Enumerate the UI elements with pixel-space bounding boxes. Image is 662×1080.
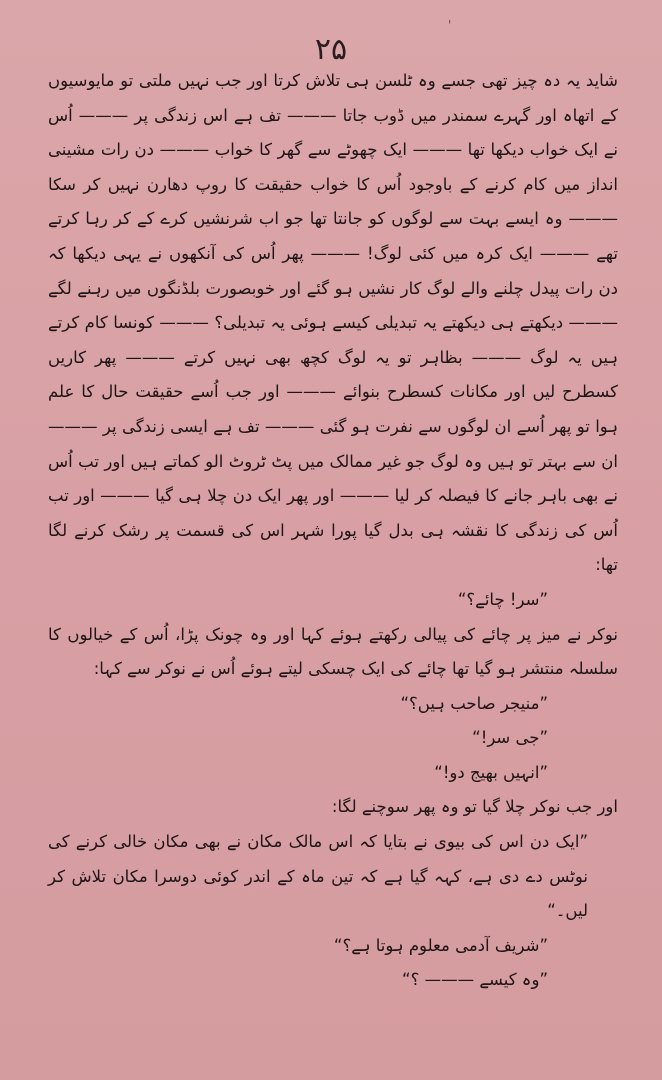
- page-body: [48, 64, 618, 998]
- dialogue-line: ”سر! چائے؟“: [457, 589, 548, 609]
- dialogue-line: ”وہ کیسے ——— ؟“: [402, 970, 548, 990]
- paragraph: ”ایک دن اس کی بیوی نے بتایا کہ اس مالک مکان نے بھی مکان خالی کرنے کی نوٹس دے دی ہے، کہہ گیا ہے کہ تین ماہ کے اندر کوئی دوسرا مکان تلاش کر لیں۔“: [48, 832, 588, 921]
- dialogue-line: ”منیجر صاحب ہیں؟“: [400, 693, 548, 713]
- dialogue-line: ”جی سر!“: [472, 728, 548, 748]
- dialogue-line: ”شریف آدمی معلوم ہوتا ہے؟“: [333, 935, 548, 955]
- page-mark: ': [448, 18, 452, 32]
- dialogue-line: ”انہیں بھیج دو!“: [434, 762, 548, 782]
- page-number: ۲۵: [314, 32, 348, 67]
- paragraph: اور جب نوکر چلا گیا تو وہ پھر سوچنے لگا:: [331, 797, 618, 817]
- paragraph: نوکر نے میز پر چائے کی پیالی رکھتے ہوئے کہا اور وہ چونک پڑا، اُس کے خیالوں کا سلسلہ منتشر ہو گیا تھا چائے کی ایک چسکی لیتے ہوئے اُس نے نوکر سے کہا:: [48, 624, 618, 679]
- paragraph: شاید یہ دہ چیز تھی جسے وہ ٹلسن ہی تلاش کرتا اور جب نہیں ملتی تو مایوسیوں کے اتھاہ اور گہرے سمندر میں ڈوب جاتا ——— تف ہے اس زندگی پر ——— اُس نے ایک خواب دیکھا تھا ——— ایک چھوٹے سے گھر کا خواب ——— دن رات مشینی انداز میں کام کرنے کے باوجود اُس کا خواب حقیقت کا روپ دھارن نہیں کر سکا ——— وہ ایسے بہت سے لوگوں کو جانتا تھا جو اب شرنشیں کرے کے کر رہا کرتے تھے ——— ایک کرہ میں کئی لوگ! ——— پھر اُس کی آنکھوں نے یہی دیکھا کہ دن رات پیدل چلنے والے لوگ کار نشیں ہو گئے اور خوبصورت بلڈنگوں میں رہنے لگے ——— دیکھتے ہی دیکھتے یہ تبدیلی کیسے ہوئی یہ تبدیلی؟ ——— کونسا کام کرتے ہیں یہ لوگ ——— بظاہر تو یہ لوگ کچھ بھی نہیں کرتے ——— پھر کاریں کسطرح لیں اور مکانات کسطرح بنوائے ——— اور جب اُسے حقیقت حال کا علم ہوا تو پھر اُسے ان لوگوں سے نفرت ہو گئی ——— تف ہے ایسی زندگی پر ——— ان سے بہتر تو ہیں وہ لوگ جو غیر ممالک میں پٹ ٹروٹ الو کماتے ہیں اور تب اُس نے بھی باہر جانے کا فیصلہ کر لیا ——— اور پھر ایک دن چلا ہی گیا ——— اور تب اُس کی زندگی کا نقشہ ہی بدل گیا پورا شہر اس کی قسمت پر رشک کرنے لگا تھا:: [48, 71, 618, 575]
